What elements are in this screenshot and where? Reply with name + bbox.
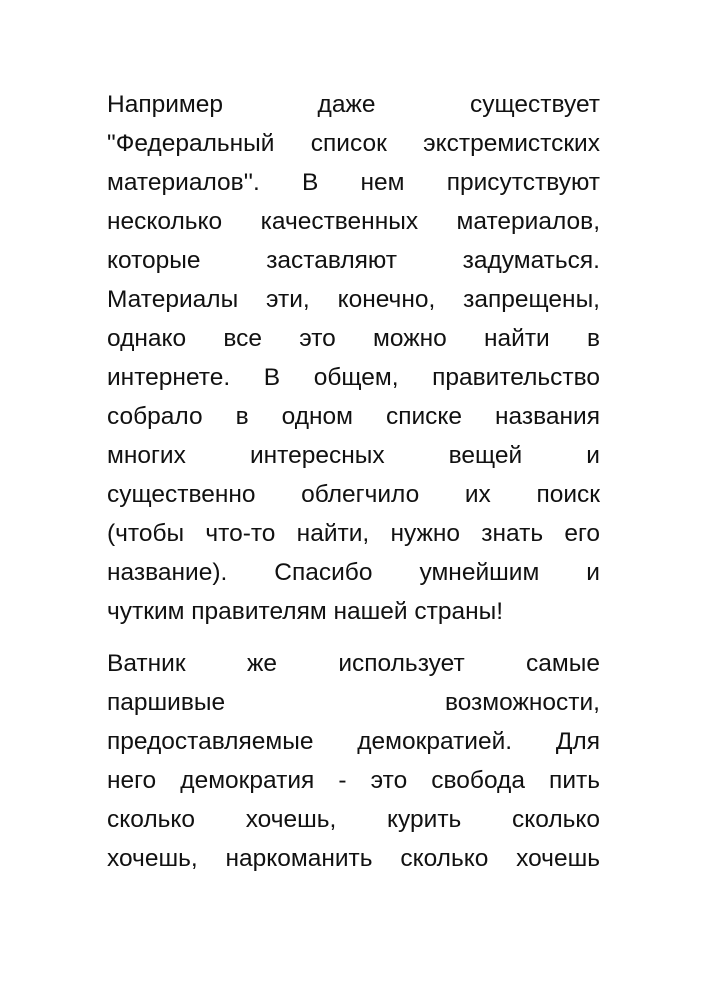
text-line: интернете. В общем, правительство xyxy=(107,364,600,391)
text-line: хочешь, наркоманить сколько хочешь xyxy=(107,845,600,872)
text-line: название). Спасибо умнейшим и xyxy=(107,559,600,586)
text-line: которые заставляют задуматься. xyxy=(107,247,600,274)
paragraph-1 xyxy=(107,85,600,631)
text-line: Ватник же использует самые xyxy=(107,650,600,677)
text-line: несколько качественных материалов, xyxy=(107,208,600,235)
text-line: однако все это можно найти в xyxy=(107,325,600,352)
text-line: Материалы эти, конечно, запрещены, xyxy=(107,286,600,313)
text-line: чутким правителям нашей страны! xyxy=(107,598,504,625)
text-line: предоставляемые демократией. Для xyxy=(107,728,600,755)
text-line: существенно облегчило их поиск xyxy=(107,481,600,508)
paragraph-2 xyxy=(107,644,600,878)
text-line: Например даже существует xyxy=(107,91,600,118)
text-line: собрало в одном списке названия xyxy=(107,403,600,430)
text-line: "Федеральный список экстремистских xyxy=(107,130,600,157)
text-line: него демократия - это свобода пить xyxy=(107,767,600,794)
text-line: паршивые возможности, xyxy=(107,689,600,716)
text-line: (чтобы что-то найти, нужно знать его xyxy=(107,520,600,547)
text-line: сколько хочешь, курить сколько xyxy=(107,806,600,833)
text-line: материалов''. В нем присутствуют xyxy=(107,169,600,196)
text-line: многих интересных вещей и xyxy=(107,442,600,469)
